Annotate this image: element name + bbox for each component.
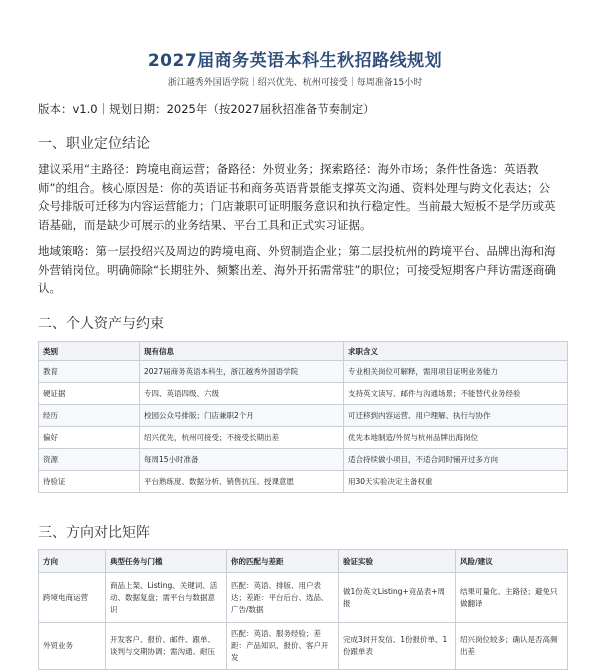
table-cell: 开发客户、报价、邮件、跟单、谈判与交期协调；需沟通、耐压 bbox=[106, 623, 227, 670]
table-cell: 用30天实验决定主备权重 bbox=[344, 471, 568, 493]
table-row bbox=[39, 573, 568, 623]
table-cell: 优先本地制造/外贸与杭州品牌出海岗位 bbox=[344, 427, 568, 449]
column-header: 验证实验 bbox=[339, 550, 456, 573]
column-header: 风险/建议 bbox=[456, 550, 568, 573]
table-cell: 硬证据 bbox=[39, 383, 140, 405]
direction-matrix-table bbox=[38, 549, 568, 670]
table-cell: 偏好 bbox=[39, 427, 140, 449]
table-cell: 平台熟练度、数据分析、销售抗压、授课意愿 bbox=[140, 471, 344, 493]
table-cell: 校园公众号排版；门店兼职2个月 bbox=[140, 405, 344, 427]
table-header-row bbox=[39, 342, 568, 361]
column-header: 现有信息 bbox=[140, 342, 344, 361]
column-header: 你的匹配与差距 bbox=[227, 550, 339, 573]
section1-paragraph-2: 地域策略：第一层投绍兴及周边的跨境电商、外贸制造企业；第二层投杭州的跨境平台、品牌出海和海外营销岗位。明确筛除“长期驻外、频繁出差、海外开拓需常驻”的职位；可接受短期客户拜访需逐商确认。 bbox=[38, 244, 556, 295]
table-cell: 待验证 bbox=[39, 471, 140, 493]
table-cell: 资源 bbox=[39, 449, 140, 471]
table-row bbox=[39, 383, 568, 405]
table-row bbox=[39, 471, 568, 493]
table-cell: 适合持续做小项目，不适合同时铺开过多方向 bbox=[344, 449, 568, 471]
column-header: 求职含义 bbox=[344, 342, 568, 361]
table-cell: 跨境电商运营 bbox=[39, 573, 106, 623]
table-cell: 完成3封开发信、1份报价单、1份跟单表 bbox=[339, 623, 456, 670]
assets-table bbox=[38, 341, 568, 493]
table-cell: 专四、英语四级、六级 bbox=[140, 383, 344, 405]
table-cell: 专业相关岗位可解释，需用项目证明业务能力 bbox=[344, 361, 568, 383]
table-row bbox=[39, 405, 568, 427]
table-cell: 商品上架、Listing、关键词、活动、数据复盘；需平台与数据意识 bbox=[106, 573, 227, 623]
table-cell: 结果可量化、主路径；避免只做翻译 bbox=[456, 573, 568, 623]
column-header: 类别 bbox=[39, 342, 140, 361]
table-cell: 绍兴岗位较多；确认是否高频出差 bbox=[456, 623, 568, 670]
table-cell: 每周15小时准备 bbox=[140, 449, 344, 471]
table-cell: 绍兴优先，杭州可接受；不接受长期出差 bbox=[140, 427, 344, 449]
section3-heading: 三、方向对比矩阵 bbox=[38, 525, 150, 541]
table-cell: 2027届商务英语本科生，浙江越秀外国语学院 bbox=[140, 361, 344, 383]
table-cell: 可迁移到内容运营、用户理解、执行与协作 bbox=[344, 405, 568, 427]
table-cell: 做1份英文Listing+竞品表+周报 bbox=[339, 573, 456, 623]
section1-heading: 一、职业定位结论 bbox=[38, 136, 150, 152]
doc-meta: 版本：v1.0｜规划日期：2025年（按2027届秋招准备节奏制定） bbox=[38, 102, 375, 116]
table-header-row bbox=[39, 550, 568, 573]
table-cell: 经历 bbox=[39, 405, 140, 427]
table-cell: 匹配：英语、排版、用户表达；差距：平台后台、选品、广告/数据 bbox=[227, 573, 339, 623]
table-row bbox=[39, 427, 568, 449]
section2-heading: 二、个人资产与约束 bbox=[38, 316, 164, 332]
section1-paragraph-1: 建议采用“主路径：跨境电商运营；备路径：外贸业务；探索路径：海外市场；条件性备选：英语教师”的组合。核心原因是：你的英语证书和商务英语背景能支撑英文沟通、资料处理与跨文化表达；公众号排版可迁移为内容运营能力；门店兼职可证明服务意识和执行稳定性。当前最大短板不是学历或英语基础，而是缺少可展示的业务结果、平台工具和正式实习证据。 bbox=[38, 162, 556, 232]
table-row bbox=[39, 361, 568, 383]
table-row bbox=[39, 449, 568, 471]
table-cell: 支持英文读写、邮件与沟通场景；不能替代业务经验 bbox=[344, 383, 568, 405]
column-header: 典型任务与门槛 bbox=[106, 550, 227, 573]
table-cell: 外贸业务 bbox=[39, 623, 106, 670]
column-header: 方向 bbox=[39, 550, 106, 573]
doc-subtitle: 浙江越秀外国语学院｜绍兴优先、杭州可接受｜每周准备15小时 bbox=[167, 78, 423, 88]
table-row bbox=[39, 623, 568, 670]
doc-title: 2027届商务英语本科生秋招路线规划 bbox=[147, 51, 443, 71]
table-cell: 教育 bbox=[39, 361, 140, 383]
table-cell: 匹配：英语、服务经验；差距：产品知识、报价、客户开发 bbox=[227, 623, 339, 670]
